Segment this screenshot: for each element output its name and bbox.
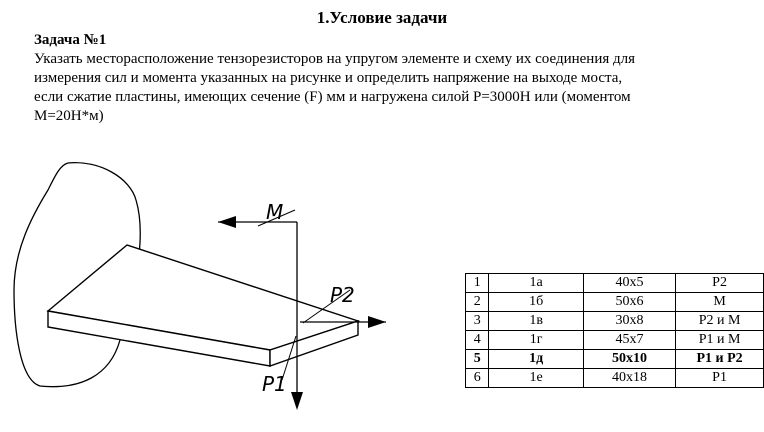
section-size: 40x5 xyxy=(583,274,675,293)
moment-label: M xyxy=(266,200,284,224)
variant-code: 1д xyxy=(489,350,583,369)
task-line: Указать месторасположение тензорезисторов на упругом элементе и схему их соединения для xyxy=(34,51,636,67)
load-type: P1 и P2 xyxy=(676,350,764,369)
load-type: P2 и M xyxy=(676,312,764,331)
p1-label: P1 xyxy=(262,372,287,396)
table-row xyxy=(466,312,764,331)
table-row xyxy=(466,369,764,388)
task-line: М=20Н*м) xyxy=(34,108,104,124)
p1-arrowhead xyxy=(291,392,303,410)
variant-code: 1а xyxy=(489,274,583,293)
moment-arrowhead xyxy=(218,216,236,228)
page-title: 1.Условие задачи xyxy=(316,8,448,27)
table-row xyxy=(466,293,764,312)
row-number: 4 xyxy=(466,331,489,350)
variant-code: 1е xyxy=(489,369,583,388)
row-number: 6 xyxy=(466,369,489,388)
section-size: 40x18 xyxy=(583,369,675,388)
section-size: 50x6 xyxy=(583,293,675,312)
variant-code: 1б xyxy=(489,293,583,312)
variant-code: 1г xyxy=(489,331,583,350)
load-type: M xyxy=(676,293,764,312)
table-row-highlighted xyxy=(466,350,764,369)
table-row xyxy=(466,331,764,350)
task-line: измерения сил и момента указанных на рисунке и определить напряжение на выходе моста, xyxy=(34,70,623,86)
row-number: 3 xyxy=(466,312,489,331)
load-type: P1 и M xyxy=(676,331,764,350)
p2-label: P2 xyxy=(330,283,355,307)
row-number: 5 xyxy=(466,350,489,369)
section-size: 30x8 xyxy=(583,312,675,331)
task-statement xyxy=(34,50,734,126)
section-size: 45x7 xyxy=(583,331,675,350)
row-number: 1 xyxy=(466,274,489,293)
section-size: 50x10 xyxy=(583,350,675,369)
row-number: 2 xyxy=(466,293,489,312)
task-label: Задача №1 xyxy=(34,32,107,48)
load-type: P1 xyxy=(676,369,764,388)
plate-diagram xyxy=(0,150,440,432)
variant-code: 1в xyxy=(489,312,583,331)
table-row xyxy=(466,274,764,293)
task-line: если сжатие пластины, имеющих сечение (F) мм и нагружена силой Р=3000Н или (моментом xyxy=(34,89,631,105)
variants-table xyxy=(465,273,764,388)
p2-arrowhead xyxy=(368,316,386,328)
load-type: P2 xyxy=(676,274,764,293)
